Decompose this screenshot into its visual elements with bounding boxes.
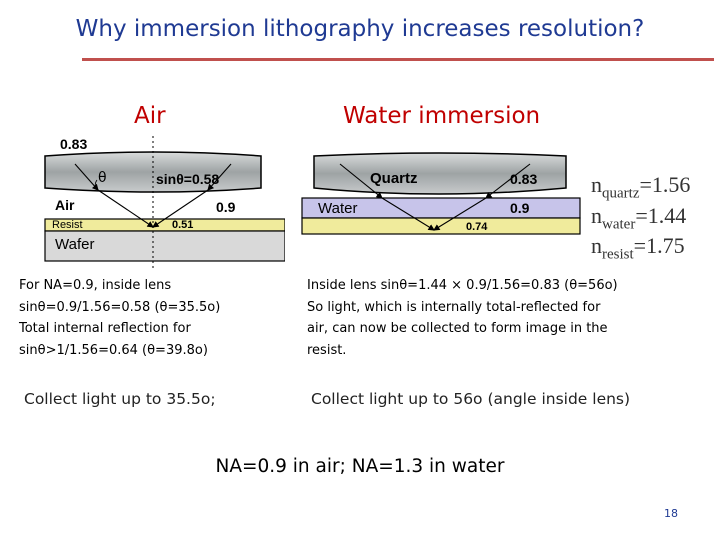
air-collect-text: Collect light up to 35.5o;	[24, 390, 216, 408]
index-water: $n_{water}=1.44$	[591, 203, 687, 233]
air-top-value: 0.83	[60, 136, 88, 152]
air-resist-label: Resist	[52, 219, 83, 231]
air-medium-label: Air	[55, 197, 75, 213]
air-heading: Air	[134, 103, 166, 129]
air-explanation: For NA=0.9, inside lens sinθ=0.9/1.56=0.58 (θ=35.5o) Total internal reflection for sinθ>1/1.56=0.64 (θ=39.8o)	[19, 278, 221, 358]
air-wafer-label: Wafer	[55, 236, 95, 253]
water-explanation: Inside lens sinθ=1.44 × 0.9/1.56=0.83 (θ=56o) So light, which is internally total-reflected for air, can now be collected to form image in the resist.	[307, 278, 618, 358]
quartz-label: Quartz	[370, 170, 418, 187]
water-medium-label: Water	[318, 200, 358, 217]
page-number: 18	[664, 507, 678, 520]
index-quartz: $n_{quartz}=1.56$	[591, 172, 691, 202]
water-medium-value: 0.9	[510, 200, 530, 216]
title-divider	[82, 58, 714, 61]
air-medium-value: 0.9	[216, 199, 236, 215]
water-collect-text: Collect light up to 56o (angle inside lens)	[311, 390, 631, 408]
water-heading: Water immersion	[343, 103, 541, 129]
water-resist-value: 0.74	[466, 221, 488, 233]
index-resist: $n_{resist}=1.75$	[591, 233, 685, 263]
air-theta: θ	[98, 170, 107, 186]
air-resist-value: 0.51	[172, 219, 194, 231]
air-sin-label: sinθ=0.58	[156, 171, 220, 187]
page-title: Why immersion lithography increases resolution?	[75, 16, 645, 42]
quartz-value: 0.83	[510, 171, 538, 187]
na-summary: NA=0.9 in air; NA=1.3 in water	[215, 456, 505, 477]
